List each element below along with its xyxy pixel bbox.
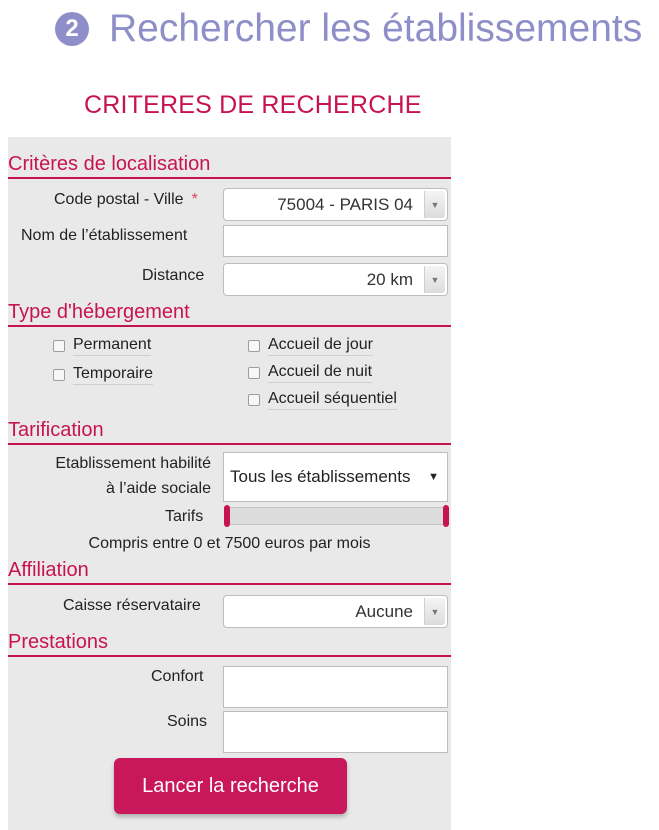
checkbox-box[interactable] [53,340,65,352]
caisse-label: Caisse réservataire [63,597,201,614]
checkbox-accueil-jour[interactable] [248,336,373,356]
distance-value: 20 km [366,269,413,289]
checkbox-temporaire[interactable] [53,365,153,385]
search-criteria-panel [8,137,451,830]
slider-handle-max[interactable] [443,505,449,527]
hebergement-group-title: Type d'hébergement [8,300,451,327]
tarifs-range-text: Compris entre 0 et 7500 euros par mois [88,535,371,552]
chevron-down-icon[interactable]: ▼ [424,191,445,218]
checkbox-label: Accueil séquentiel [268,390,397,410]
postal-code-label [54,191,198,209]
checkbox-box[interactable] [53,369,65,381]
page-title: Rechercher les établissements [109,7,643,50]
soins-field[interactable] [223,711,448,753]
checkbox-accueil-sequentiel[interactable] [248,390,397,410]
postal-code-value: 75004 - PARIS 04 [277,194,413,214]
checkbox-accueil-nuit[interactable] [248,363,372,383]
search-submit-button[interactable]: Lancer la recherche [114,758,347,814]
checkbox-label: Accueil de nuit [268,363,372,383]
checkbox-label: Accueil de jour [268,336,373,356]
caisse-value: Aucune [355,601,413,621]
habilite-label-line1: Etablissement habilité [55,455,211,472]
checkbox-label: Permanent [73,336,151,356]
tarifs-label: Tarifs [165,508,204,525]
aide-sociale-select[interactable] [223,452,448,502]
checkbox-box[interactable] [248,340,260,352]
chevron-down-icon[interactable]: ▼ [424,266,445,293]
tarifs-slider[interactable] [226,507,448,525]
postal-code-label-text: Code postal - Ville [54,191,184,208]
confort-label: Confort [151,668,204,685]
establishment-name-label: Nom de l’établissement [21,227,188,244]
distance-label: Distance [142,267,205,284]
aide-sociale-value: Tous les établissements [230,467,411,486]
checkbox-box[interactable] [248,367,260,379]
distance-select[interactable] [223,263,448,296]
step-header [55,4,642,54]
chevron-down-icon[interactable]: ▼ [424,598,445,625]
postal-code-select[interactable] [223,188,448,221]
caret-down-icon: ▼ [428,471,439,483]
affiliation-group-title: Affiliation [8,558,451,585]
localisation-group-title: Critères de localisation [8,152,451,179]
section-heading: CRITERES DE RECHERCHE [84,91,422,119]
checkbox-label: Temporaire [73,365,153,385]
checkbox-permanent[interactable] [53,336,151,356]
required-marker: * [191,191,198,208]
caisse-select[interactable] [223,595,448,628]
checkbox-box[interactable] [248,394,260,406]
soins-label: Soins [167,713,208,730]
tarification-group-title: Tarification [8,418,451,445]
confort-field[interactable] [223,666,448,708]
habilite-label-line2: à l’aide sociale [106,480,211,497]
step-number-badge: 2 [55,12,89,46]
establishment-name-input[interactable] [223,225,448,257]
prestations-group-title: Prestations [8,630,451,657]
slider-handle-min[interactable] [224,505,230,527]
